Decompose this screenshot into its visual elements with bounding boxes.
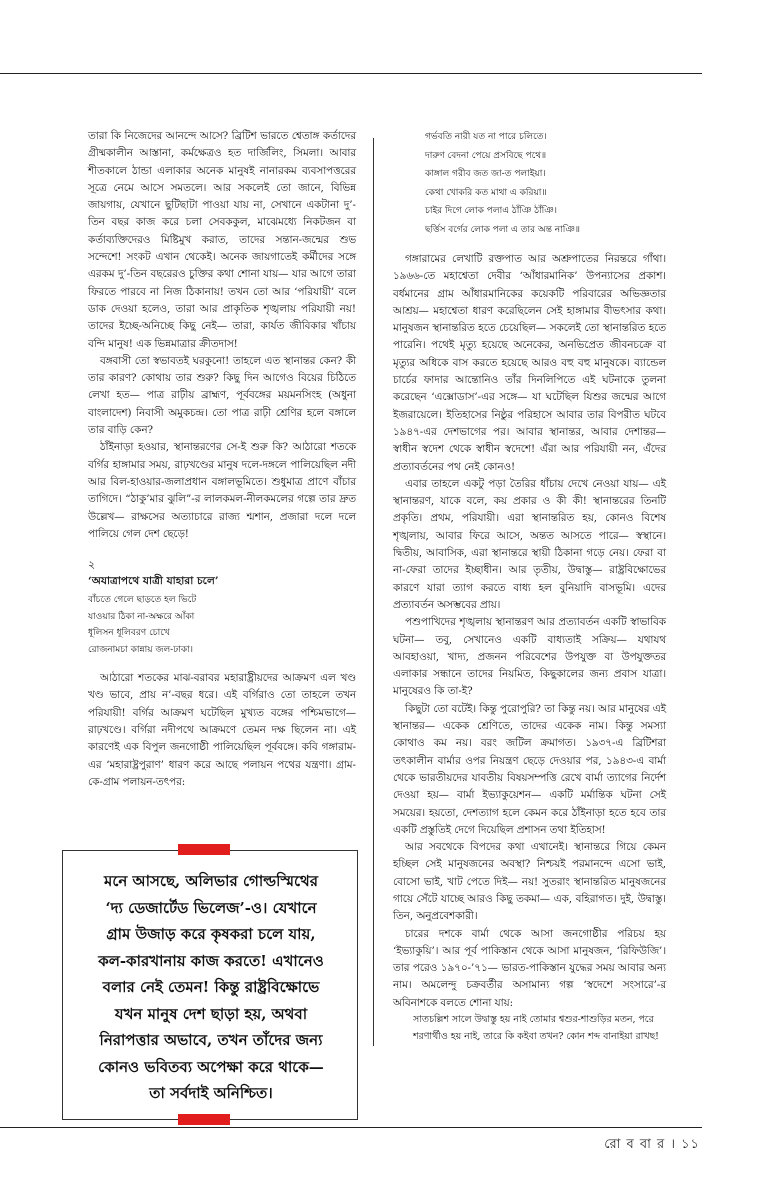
verse-line: চাইর দিগে লোক পলাএ ঠাঁঞি ঠাঁঞি। (425, 206, 557, 216)
pullquote-text (66, 868, 356, 1107)
bottom-rule (0, 1127, 702, 1128)
pullquote-line: গ্রাম উজাড় করে কৃষকরা চলে যায়, (106, 925, 316, 943)
verse-line: বাঁচতে গেলে ছাড়তে হল ভিটে (88, 595, 197, 606)
pullquote-line: তা সর্বদাই অনিশ্চিত। (149, 1084, 273, 1102)
right-paragraph-1: গঙ্গারামের লেখাটি রক্তপাত আর অশ্রুপাতের নিরন্তরে গাঁথা। ১৯৬৬-তে মহাশ্বেতা দেবীর ‘আঁধারমানিক’ উপন্যাসের প্রকাশ। বর্ধমানের গ্রাম আঁধারমানিকের কয়েকটি পরিবারের অভিজ্ঞতার আশ্রয়— মহাশ্বেতা ধারণ করেছিলেন সেই হাঙ্গামার বীভৎসার কথা। মানুষজন স্থানান্তরিত হতে চেয়েছিল— সকলেই তো স্থানান্তরিত হতে পারেনি। পথেই মৃত্যু হয়েছে অনেকের, অনভিপ্রেত জীবনচক্রে বা মৃত্যুর অধিকে বাস করতে হয়েছে আরও বহু বহু মানুষকে। ব্যান্ডেল চার্চের ফাদার আন্তোনিও তাঁর দিনলিপিতে এই ঘটনাকে তুলনা করেছেন ‘এক্সোডাস’-এর সঙ্গে— যা ঘটেছিল যিশুর জন্মের আগে ইজরায়েলে। ইতিহাসের নিষ্ঠুর পরিহাসে আবার তার বিপরীত ঘটবে ১৯৪৭-এর দেশভাগের পর। আবার স্থানান্তর, আবার দেশান্তর— স্বাধীন স্বদেশ থেকে স্বাধীন স্বদেশে! এঁরা আর পরিযায়ী নন, এঁদের প্রত্যাবর্তনের পথ নেই কোনও! (393, 253, 666, 473)
pullquote-accent-bottom (178, 1114, 230, 1125)
right-paragraph-4: কিছুটা তো বটেই। কিন্তু পুরোপুরি? তা কিন্তু নয়। আর মানুষের এই স্থানান্তর— একেক শ্রেণিতে, তাদের একেক নাম। কিন্তু সমস্যা কোথাও কম নয়। বরং জটিল ক্রমাগত। ১৯৩৭-এ ব্রিটিশরা তৎকালীন বার্মার ওপর নিয়ন্ত্রণ ছেড়ে দেওয়ার পর, ১৯৪৩-এ বার্মা থেকে ভারতীয়দের যাবতীয় বিষয়সম্পত্তি রেখে বার্মা ত্যাগের নির্দেশ দেওয়া হয়— বার্মা ইভ্যাকুয়েশন— একটি মর্মান্তিক ঘটনা সেই সময়ের। হয়তো, দেশত্যাগ হলে কেমন করে ঠাঁইনাড়া হতে হবে তার একটি প্রস্তুতিই দেগে দিয়েছিল প্রশাসন তথা ইতিহাস! (393, 702, 666, 836)
pullquote-line: কল-কারখানায় কাজ করতে! এখানেও (98, 951, 324, 970)
verse-line: যাওয়ার ঠিকা না-অক্ষরে আঁকা (88, 611, 195, 622)
column-divider (373, 138, 374, 1046)
left-column (88, 128, 356, 791)
pullquote-line: ‘দ্য ডেজার্টেড ভিলেজ’-ও। যেখানে (105, 898, 317, 917)
right-paragraph-5: আর সবথেকে বিপদের কথা এখানেই। স্থানান্তরে গিয়ে কেমন হচ্ছিল সেই মানুষজনের অবস্থা? নিশ্চয়ই পরমানন্দে এসো ভাই, বোসো ভাই, খাট পেতে দিই— নয়! সুতরাং স্থানান্তরিত মানুষজনের গায়ে সেঁটে যাচ্ছে আরও কিছু তকমা— এক, বহিরাগত। দুই, উদ্বাস্তু। তিন, অনুপ্রবেশকারী। (393, 841, 666, 923)
page-footer: রো ব বা র । ১১ (604, 1137, 700, 1152)
left-paragraph-1: তারা কি নিজেদের আনন্দে আসে? ব্রিটিশ ভারতে শ্বেতাঙ্গ কর্তাদের গ্রীষ্মকালীন আস্তানা, কর্মক্ষেত্রও হত দার্জিলিং, সিমলা। আবার শীতকালে ঠান্ডা এলাকার অনেক মানুষই নানারকম ব্যবসাপত্তরের সূত্রে নেমে আসে সমতলে। আর সকলেই তো জানে, বিভিন্ন জায়গায়, যেখানে ছুটিছাটা পাওয়া যায় না, সেখানে একটানা দু’-তিন বছর কাজ করে চলা সেবককুল, মাঝেমধ্যে নিকটজন বা কর্তাব্যক্তিদেরও মিষ্টিমুখ করাত, তাদের সন্তান-জন্মের শুভ সন্দেশে! সংকট এখান থেকেই। অনেক জায়গাতেই কর্মীদের সঙ্গে এরকম দু’-তিন বছরেরও চুক্তির কথা শোনা যায়— যার আগে তারা ফিরতে পারবে না নিজ ঠিকানায়! তখন তো আর ‘পরিযায়ী’ বলে ডাক দেওয়া হলেও, তারা আর প্রাকৃতিক শৃঙ্খলায় পরিযায়ী নয়! তাদের ইচ্ছে-অনিচ্ছে কিছু নেই— তারা, কার্যত জীবিকার খাঁচায় বন্দি মানুষ! এক ভিন্নমাত্রার ক্রীতদাস! (88, 130, 356, 350)
verse-line: ধূলিসন ধূলিবরণ চোখে (88, 628, 170, 639)
right-verse (393, 128, 666, 239)
verse-line: কেথা খোকরি কত মাথা এ করিয়া॥ (425, 187, 547, 198)
verse-line: ছর্ত্তিস বর্গের লোক পলা এ তার অন্ত নাঞি॥ (425, 224, 580, 235)
verse-line: গর্ভবতি নারী যত না পারে চলিতে। (425, 132, 547, 142)
left-paragraph-3: ঠাঁইনাড়া হওয়ার, স্থানান্তরণের সে-ই শুরু কি? আঠারো শতকে বর্গির হাঙ্গামার সময়, রাঢ়খণ্ডের মানুষ দলে-দঙ্গলে পালিয়েছিল নদী আর বিল-হাওয়ার-জলাপ্রধান বঙ্গালভূমিতে। শুধুমাত্র প্রাণে বাঁচার তাগিদে। “ঠাকু’মার ঝুলি”-র লালকমল-নীলকমলের গল্পে তার দ্রুত উল্লেখ— রাক্ষসের অত্যাচারে রাজ্য শ্মশান, প্রজারা দলে দলে পালিয়ে গেল দেশ ছেড়ে! (88, 441, 356, 540)
pullquote-line: নিরাপত্তার অভাবে, তখন তাঁদের জন্য (99, 1031, 323, 1049)
pullquote-box-left-rule (62, 850, 63, 1120)
section-title: ‘অযাত্রাপথে যাত্রী যাহারা চলে’ (88, 575, 219, 588)
pullquote-line: বলার নেই তেমন! কিন্তু রাষ্ট্রবিক্ষোভে (102, 978, 320, 996)
verse-line: দারুণ বেদনা পেয়ে প্রসবিছে পথে॥ (425, 150, 547, 161)
right-paragraph-2: এবার তাহলে একটু পড়া তৈরির ধাঁচায় দেখে নেওয়া যায়— এই স্থানান্তরণ, যাকে বলে, কয় প্রকার ও কী কী! স্থানান্তরের তিনটি প্রকৃতি। প্রথম, পরিযায়ী। এরা স্থানান্তরিত হয়, কোনও বিশেষ শৃঙ্খলায়, আবার ফিরে আসে, অন্তত আসতে পারে— স্বস্থানে। দ্বিতীয়, আবাসিক, এরা স্থানান্তরে স্থায়ী ঠিকানা গড়ে নেয়। ফেরা বা না-ফেরা তাদের ইচ্ছাধীন। আর তৃতীয়, উদ্বাস্তু— রাষ্ট্রবিক্ষোভের কারণে যারা ত্যাগ করতে বাধ্য হল বুনিয়াদি বাসভূমি। এদের প্রত্যাবর্তন অসম্ভবের প্রায়। (393, 477, 666, 611)
verse-line: রোজনামচা কান্নায় জল-ঢাকা। (88, 644, 194, 655)
pullquote-line: যখন মানুষ দেশ ছাড়া হয়, অথবা (114, 1004, 308, 1023)
pullquote-line: মনে আসছে, অলিভার গোল্ডস্মিথের (104, 872, 318, 890)
right-paragraph-6: চারের দশকে বার্মা থেকে আসা জনগোষ্ঠীর পরিচয় হয় ‘ইভ্যাকুয়ি’। আর পূর্ব পাকিস্তান থেকে আসা মানুষজন, ‘রিফিউজি’। তার পরেও ১৯৭০-’৭১— ভারত-পাকিস্তান যুদ্ধের সময় আবার অন্য নাম। অমলেন্দু চক্রবর্তীর অসামান্য গল্প ‘স্বদেশে সংসারে’-র অবিনাশকে বলতে শোনা যায়: (393, 927, 666, 1009)
left-paragraph-2: বঙ্গবাসী তো স্বভাবতই ঘরকুনো! তাহলে এত স্থানান্তর কেন? কী তার কারণ? কোথায় তার শুরু? কিছু দিন আগেও বিয়ের চিঠিতে লেখা হত— পাত্র রাঢ়ীয় ব্রাহ্মণ, পূর্ববঙ্গের ময়মনসিংহ (অধুনা বাংলাদেশ) নিবাসী অমুকচন্দ্র। তো পাত্র রাঢ়ী শ্রেণির হলে বঙ্গালে তার বাড়ি কেন? (88, 354, 356, 437)
right-column (393, 128, 666, 1045)
pullquote-line: কোনও ভবিতব্য অপেক্ষা করে থাকে— (98, 1057, 324, 1076)
right-paragraph-3: পশুপাখিদের শৃঙ্খলায় স্থানান্তরণ আর প্রত্যাবর্তন একটি স্বাভাবিক ঘটনা— তবু, সেখানেও একটি বাধ্যতাই সক্রিয়— যথাযথ আবহাওয়া, খাদ্য, প্রজনন পরিবেশের উপযুক্ত বা উপযুক্ততর এলাকার সন্ধানে তাদের নিয়মিত, কিছুকালের জন্য প্রবাস যাত্রা। মানুষেরও কি তা-ই? (393, 616, 666, 698)
verse-line: কাঙ্গাল গরীব জত জা-ত পলাইয়া। (425, 169, 546, 179)
pullquote-accent-top (178, 844, 230, 855)
section-number: ২ (88, 558, 96, 572)
closing-quote: সাতচল্লিশ সালে উদ্বাস্তু হয় নাই তোমার শ্বশুর-শাশুড়ির মতন, পরে শরণার্থীও হয় নাই, তারে কি কইবা তখন? কোন শব্দ বানাইয়া রাখছ! (413, 1014, 659, 1042)
left-paragraph-4: আঠারো শতকের মাঝ-বরাবর মহারাষ্ট্রীয়দের আক্রমণ এল খণ্ড খণ্ড ভাবে, প্রায় ন’-বছর ধরে। এই বর্গিরাও তো তাহলে তখন পরিযায়ী! বর্গির আক্রমণ ঘটেছিল মুখ্যত বঙ্গের পশ্চিমভাগে— রাঢ়খণ্ডে। বর্গিরা নদীপথে আক্রমণে তেমন দক্ষ ছিলেন না। এই কারণেই এক বিপুল জনগোষ্ঠী পালিয়েছিল পূর্ববঙ্গে। কবি গঙ্গারাম-এর ‘মহারাষ্ট্রপুরাণ’ ধারণ করে আছে পলায়ন পথের যন্ত্রণা। গ্রাম-কে-গ্রাম পলায়ন-তৎপর: (88, 672, 356, 788)
section-verse (88, 592, 356, 658)
top-rule (0, 73, 702, 74)
